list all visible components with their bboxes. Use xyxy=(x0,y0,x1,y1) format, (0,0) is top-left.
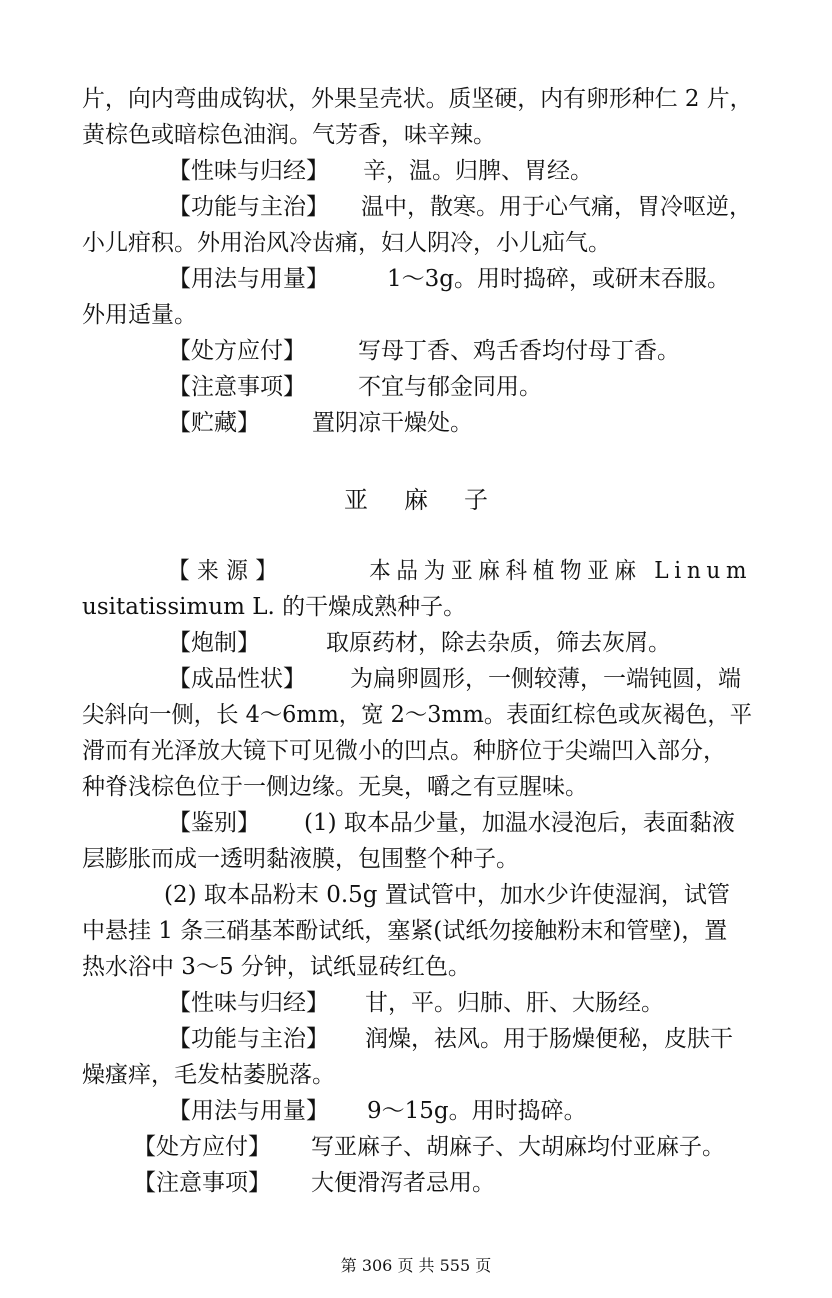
section-text: 置阴凉干燥处。 xyxy=(312,410,473,436)
section-text: 写母丁香、鸡舌香均付母丁香。 xyxy=(358,338,680,364)
section-text: (1) 取本品少量，加温水浸泡后，表面黏液 xyxy=(304,810,735,836)
body-text-line: 外用适量。 xyxy=(82,302,197,328)
monograph-title: 亚麻子 xyxy=(344,486,524,514)
body-text-line: 黄棕色或暗棕色油润。气芳香，味辛辣。 xyxy=(82,122,496,148)
characteristics-entry xyxy=(168,664,741,694)
body-text-line: 燥瘙痒，毛发枯萎脱落。 xyxy=(82,1062,335,1088)
function-entry xyxy=(168,1024,733,1054)
section-text: 辛，温。归脾、胃经。 xyxy=(363,158,593,184)
taste-meridian-entry xyxy=(168,988,664,1018)
prescription-entry xyxy=(168,336,680,366)
section-text: 甘，平。归肺、肝、大肠经。 xyxy=(365,990,664,1016)
section-text: 温中，散寒。用于心气痛，胃冷呕逆， xyxy=(361,194,752,220)
body-text-line: 小儿疳积。外用治风冷齿痛，妇人阴冷，小儿疝气。 xyxy=(82,230,611,256)
section-text: 本品为亚麻科植物亚麻 Linum xyxy=(369,558,753,584)
section-text: 取原药材，除去杂质，筛去灰屑。 xyxy=(326,630,671,656)
section-label: 【用法与用量】 xyxy=(168,266,329,292)
body-text-line: 中悬挂 1 条三硝基苯酚试纸，塞紧(试纸勿接触粉末和管壁)，置 xyxy=(82,918,728,944)
identification-entry xyxy=(168,808,735,838)
body-text-line: 热水浴中 3～5 分钟，试纸显砖红色。 xyxy=(82,954,471,980)
section-text: 大便滑泻者忌用。 xyxy=(311,1170,495,1196)
section-text: 润燥，祛风。用于肠燥便秘，皮肤干 xyxy=(365,1026,733,1052)
section-label: 【处方应付】 xyxy=(133,1134,271,1160)
body-text-line: 层膨胀而成一透明黏液膜，包围整个种子。 xyxy=(82,846,519,872)
caution-entry xyxy=(168,372,542,402)
body-text-line: 滑而有光泽放大镜下可见微小的凹点。种脐位于尖端凹入部分， xyxy=(82,738,726,764)
page-number-footer: 第 306 页 共 555 页 xyxy=(340,1256,492,1275)
section-label: 【炮制】 xyxy=(168,630,260,656)
section-text: 为扁卵圆形，一侧较薄，一端钝圆，端 xyxy=(350,666,741,692)
section-text: 1～3g。用时捣碎，或研末吞服。 xyxy=(387,266,730,292)
body-text-line: 片，向内弯曲成钩状，外果呈壳状。质坚硬，内有卵形种仁 2 片， xyxy=(82,86,753,112)
processing-entry xyxy=(168,628,671,658)
section-label: 【功能与主治】 xyxy=(168,194,329,220)
section-label: 【处方应付】 xyxy=(168,338,306,364)
section-text: 9～15g。用时捣碎。 xyxy=(367,1098,587,1124)
body-text-line: usitatissimum L. 的干燥成熟种子。 xyxy=(82,594,467,620)
section-text: 不宜与郁金同用。 xyxy=(358,374,542,400)
section-label: 【功能与主治】 xyxy=(168,1026,329,1052)
taste-meridian-entry xyxy=(168,156,593,186)
identification-2: (2) 取本品粉末 0.5g 置试管中，加水少许使湿润，试管 xyxy=(164,882,730,908)
usage-entry xyxy=(168,1096,587,1126)
source-entry xyxy=(168,556,753,586)
section-text: 写亚麻子、胡麻子、大胡麻均付亚麻子。 xyxy=(311,1134,725,1160)
function-entry xyxy=(168,192,752,222)
section-label: 【用法与用量】 xyxy=(168,1098,329,1124)
usage-entry xyxy=(168,264,730,294)
section-label: 【性味与归经】 xyxy=(168,990,329,1016)
section-label: 【贮藏】 xyxy=(168,410,260,436)
body-text-line: 尖斜向一侧，长 4～6mm，宽 2～3mm。表面红棕色或灰褐色，平 xyxy=(82,702,753,728)
prescription-entry xyxy=(133,1132,725,1162)
section-label: 【鉴别】 xyxy=(168,810,260,836)
storage-entry xyxy=(168,408,473,438)
section-label: 【来源】 xyxy=(168,558,285,584)
body-text-line: 种脊浅棕色位于一侧边缘。无臭，嚼之有豆腥味。 xyxy=(82,774,588,800)
section-label: 【性味与归经】 xyxy=(168,158,329,184)
caution-entry xyxy=(133,1168,495,1198)
section-label: 【注意事项】 xyxy=(168,374,306,400)
section-label: 【注意事项】 xyxy=(133,1170,271,1196)
section-label: 【成品性状】 xyxy=(168,666,306,692)
